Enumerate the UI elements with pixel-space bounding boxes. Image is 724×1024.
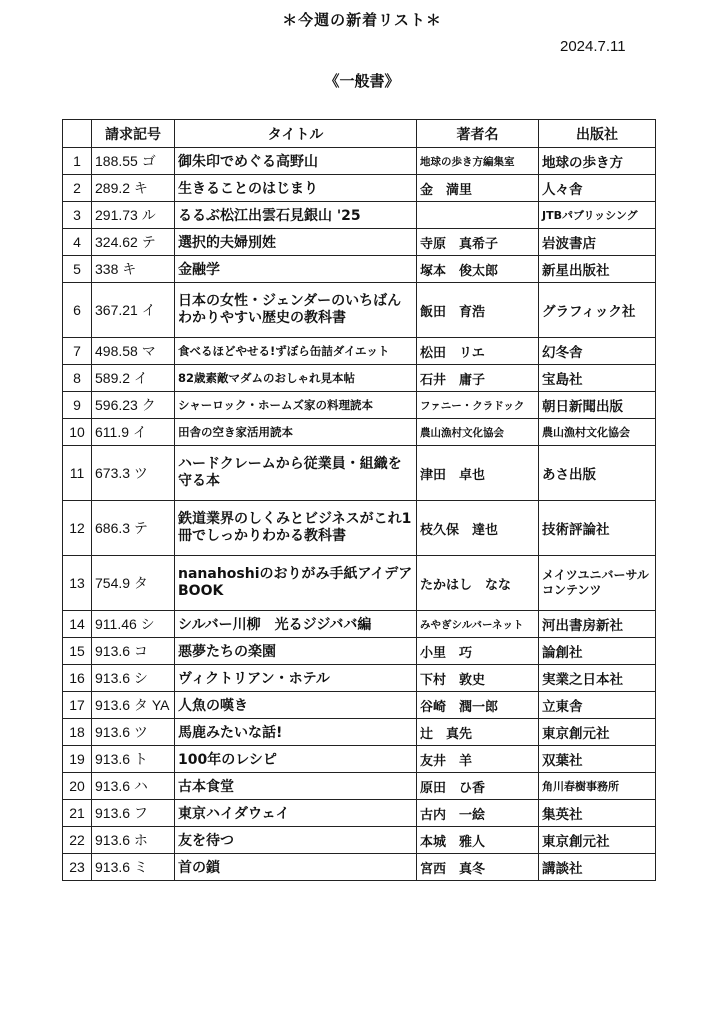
cell-publisher: 角川春樹事務所	[539, 773, 656, 800]
cell-publisher: 河出書房新社	[539, 611, 656, 638]
table-row	[63, 148, 656, 175]
cell-title: 友を待つ	[175, 827, 417, 854]
cell-publisher: 岩波書店	[539, 229, 656, 256]
cell-call-number: 913.6 タ YA	[92, 692, 175, 719]
cell-number: 9	[63, 392, 92, 419]
cell-publisher: メイツユニバーサルコンテンツ	[539, 556, 656, 611]
cell-number: 1	[63, 148, 92, 175]
cell-number: 7	[63, 338, 92, 365]
cell-author: 本城 雅人	[417, 827, 539, 854]
cell-author: 農山漁村文化協会	[417, 419, 539, 446]
cell-title: 日本の女性・ジェンダーのいちばんわかりやすい歴史の教科書	[175, 283, 417, 338]
cell-publisher: 講談社	[539, 854, 656, 881]
cell-author: たかはし なな	[417, 556, 539, 611]
table-row	[63, 283, 656, 338]
table-row	[63, 692, 656, 719]
column-header-number	[63, 120, 92, 148]
table-row	[63, 638, 656, 665]
table-header-row	[63, 120, 656, 148]
cell-publisher: グラフィック社	[539, 283, 656, 338]
cell-title: 東京ハイダウェイ	[175, 800, 417, 827]
cell-title: るるぶ松江出雲石見銀山 '25	[175, 202, 417, 229]
cell-number: 18	[63, 719, 92, 746]
cell-title: nanahoshiのおりがみ手紙アイデアBOOK	[175, 556, 417, 611]
section-title: 《一般書》	[324, 72, 400, 90]
table-row	[63, 202, 656, 229]
cell-number: 17	[63, 692, 92, 719]
cell-publisher: 宝島社	[539, 365, 656, 392]
cell-author: 地球の歩き方編集室	[417, 148, 539, 175]
column-header-publisher: 出版社	[539, 120, 656, 148]
cell-call-number: 188.55 ゴ	[92, 148, 175, 175]
cell-title: ヴィクトリアン・ホテル	[175, 665, 417, 692]
cell-number: 4	[63, 229, 92, 256]
cell-number: 19	[63, 746, 92, 773]
cell-title: 田舎の空き家活用読本	[175, 419, 417, 446]
cell-call-number: 589.2 イ	[92, 365, 175, 392]
cell-number: 15	[63, 638, 92, 665]
table-row	[63, 854, 656, 881]
cell-publisher: 人々舎	[539, 175, 656, 202]
table-row	[63, 392, 656, 419]
cell-title: 首の鎖	[175, 854, 417, 881]
cell-publisher: 実業之日本社	[539, 665, 656, 692]
cell-call-number: 291.73 ル	[92, 202, 175, 229]
cell-title: 馬鹿みたいな話!	[175, 719, 417, 746]
table-body	[63, 148, 656, 881]
table-row	[63, 665, 656, 692]
cell-call-number: 911.46 シ	[92, 611, 175, 638]
cell-author: 飯田 育浩	[417, 283, 539, 338]
cell-title: 御朱印でめぐる高野山	[175, 148, 417, 175]
cell-author: 原田 ひ香	[417, 773, 539, 800]
cell-call-number: 338 キ	[92, 256, 175, 283]
table-row	[63, 175, 656, 202]
cell-number: 11	[63, 446, 92, 501]
cell-number: 8	[63, 365, 92, 392]
table-row	[63, 556, 656, 611]
cell-author: 枝久保 達也	[417, 501, 539, 556]
cell-publisher: 集英社	[539, 800, 656, 827]
cell-title: シルバー川柳 光るジジババ編	[175, 611, 417, 638]
cell-publisher: あさ出版	[539, 446, 656, 501]
cell-call-number: 913.6 ツ	[92, 719, 175, 746]
cell-author: 宮西 真冬	[417, 854, 539, 881]
cell-title: 人魚の嘆き	[175, 692, 417, 719]
cell-title: シャーロック・ホームズ家の料理読本	[175, 392, 417, 419]
cell-call-number: 367.21 イ	[92, 283, 175, 338]
cell-call-number: 324.62 テ	[92, 229, 175, 256]
cell-author: ファニー・クラドック	[417, 392, 539, 419]
cell-number: 6	[63, 283, 92, 338]
new-books-table	[62, 119, 656, 881]
cell-title: ハードクレームから従業員・組織を守る本	[175, 446, 417, 501]
cell-number: 3	[63, 202, 92, 229]
table-row	[63, 501, 656, 556]
cell-author: 友井 羊	[417, 746, 539, 773]
cell-call-number: 913.6 シ	[92, 665, 175, 692]
cell-author: 塚本 俊太郎	[417, 256, 539, 283]
table-row	[63, 773, 656, 800]
cell-author: 石井 庸子	[417, 365, 539, 392]
cell-title: 古本食堂	[175, 773, 417, 800]
cell-author: 津田 卓也	[417, 446, 539, 501]
cell-call-number: 498.58 マ	[92, 338, 175, 365]
cell-publisher: 朝日新聞出版	[539, 392, 656, 419]
table-row	[63, 365, 656, 392]
cell-number: 10	[63, 419, 92, 446]
table-row	[63, 800, 656, 827]
cell-number: 22	[63, 827, 92, 854]
table-row	[63, 746, 656, 773]
table-row	[63, 229, 656, 256]
cell-title: 100年のレシピ	[175, 746, 417, 773]
cell-title: 82歳素敵マダムのおしゃれ見本帖	[175, 365, 417, 392]
cell-title: 悪夢たちの楽園	[175, 638, 417, 665]
cell-call-number: 913.6 フ	[92, 800, 175, 827]
table-row	[63, 338, 656, 365]
cell-call-number: 611.9 イ	[92, 419, 175, 446]
cell-title: 食べるほどやせる!ずぼら缶詰ダイエット	[175, 338, 417, 365]
table-row	[63, 256, 656, 283]
cell-publisher: 東京創元社	[539, 827, 656, 854]
page-title: ＊今週の新着リスト＊	[282, 11, 442, 29]
cell-title: 鉄道業界のしくみとビジネスがこれ1冊でしっかりわかる教科書	[175, 501, 417, 556]
cell-publisher: 双葉社	[539, 746, 656, 773]
cell-call-number: 596.23 ク	[92, 392, 175, 419]
cell-call-number: 913.6 ホ	[92, 827, 175, 854]
cell-call-number: 673.3 ツ	[92, 446, 175, 501]
cell-author	[417, 202, 539, 229]
cell-number: 2	[63, 175, 92, 202]
column-header-call-number: 請求記号	[92, 120, 175, 148]
cell-author: 下村 敦史	[417, 665, 539, 692]
cell-title: 生きることのはじまり	[175, 175, 417, 202]
column-header-title: タイトル	[175, 120, 417, 148]
cell-call-number: 754.9 タ	[92, 556, 175, 611]
cell-publisher: 幻冬舎	[539, 338, 656, 365]
cell-number: 14	[63, 611, 92, 638]
page-date: 2024.7.11	[560, 38, 626, 55]
column-header-author: 著者名	[417, 120, 539, 148]
cell-publisher: 新星出版社	[539, 256, 656, 283]
cell-call-number: 913.6 ミ	[92, 854, 175, 881]
cell-call-number: 289.2 キ	[92, 175, 175, 202]
cell-publisher: 地球の歩き方	[539, 148, 656, 175]
table-row	[63, 827, 656, 854]
cell-call-number: 913.6 コ	[92, 638, 175, 665]
cell-number: 12	[63, 501, 92, 556]
cell-author: 谷崎 潤一郎	[417, 692, 539, 719]
cell-publisher: 東京創元社	[539, 719, 656, 746]
cell-author: 古内 一絵	[417, 800, 539, 827]
cell-publisher: 論創社	[539, 638, 656, 665]
cell-call-number: 913.6 ハ	[92, 773, 175, 800]
cell-number: 20	[63, 773, 92, 800]
cell-title: 選択的夫婦別姓	[175, 229, 417, 256]
cell-author: 金 満里	[417, 175, 539, 202]
cell-author: 辻 真先	[417, 719, 539, 746]
cell-number: 13	[63, 556, 92, 611]
cell-publisher: 技術評論社	[539, 501, 656, 556]
cell-title: 金融学	[175, 256, 417, 283]
table-row	[63, 446, 656, 501]
table-row	[63, 611, 656, 638]
cell-number: 23	[63, 854, 92, 881]
cell-number: 21	[63, 800, 92, 827]
cell-number: 5	[63, 256, 92, 283]
cell-author: 寺原 真希子	[417, 229, 539, 256]
cell-publisher: 農山漁村文化協会	[539, 419, 656, 446]
cell-author: みやぎシルバーネット	[417, 611, 539, 638]
table-row	[63, 719, 656, 746]
cell-call-number: 913.6 ト	[92, 746, 175, 773]
cell-number: 16	[63, 665, 92, 692]
table-row	[63, 419, 656, 446]
cell-call-number: 686.3 テ	[92, 501, 175, 556]
cell-publisher: JTBパブリッシング	[539, 202, 656, 229]
cell-publisher: 立東舎	[539, 692, 656, 719]
cell-author: 小里 巧	[417, 638, 539, 665]
cell-author: 松田 リエ	[417, 338, 539, 365]
